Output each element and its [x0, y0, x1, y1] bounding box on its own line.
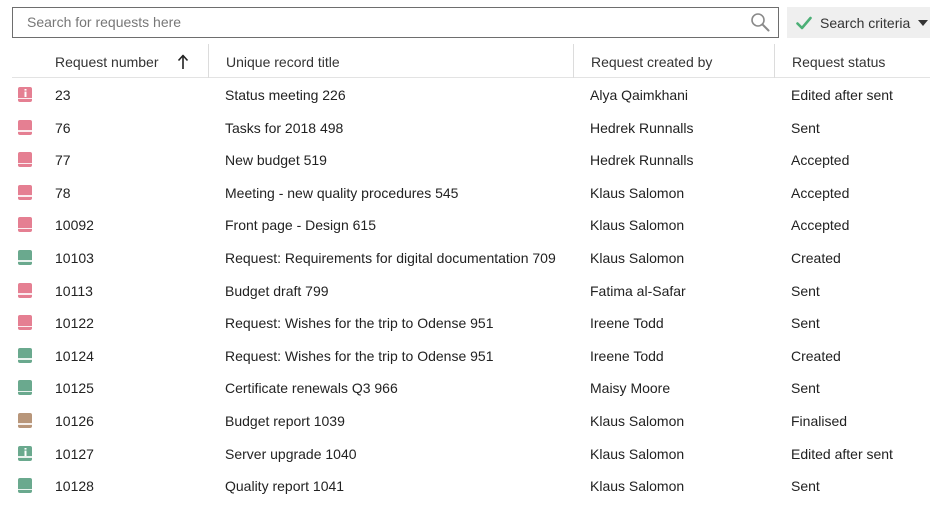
table-header — [12, 44, 930, 78]
column-header-created-by[interactable] — [573, 44, 774, 78]
request-number-cell: 10113 — [55, 282, 93, 299]
request-number-cell: 10092 — [55, 217, 94, 234]
title-cell: Certificate renewals Q3 966 — [225, 380, 398, 397]
status-cell: Edited after sent — [791, 87, 893, 103]
request-number-cell: 10126 — [55, 412, 94, 429]
created-by-cell: Klaus Salomon — [590, 478, 685, 495]
status-cell: Accepted — [791, 217, 850, 234]
record-type-cell — [18, 446, 34, 462]
created-by-cell: Ireene Todd — [590, 347, 664, 364]
search-icon[interactable] — [750, 12, 770, 32]
document-icon — [18, 413, 32, 428]
checkmark-icon — [796, 16, 812, 30]
title-cell: Front page - Design 615 — [225, 217, 376, 234]
record-type-cell — [18, 348, 34, 364]
document-icon — [18, 185, 32, 200]
column-header-label: Request status — [792, 54, 886, 70]
document-icon — [18, 380, 32, 395]
status-cell: Edited after sent — [791, 445, 893, 462]
table-row[interactable] — [12, 208, 930, 241]
record-type-cell — [18, 120, 34, 136]
table-body — [12, 78, 930, 502]
record-type-cell — [18, 478, 34, 494]
request-number-cell: 76 — [55, 119, 71, 136]
table-row[interactable] — [12, 274, 930, 307]
table-row[interactable] — [12, 143, 930, 176]
record-type-cell — [18, 380, 34, 396]
status-cell: Sent — [791, 282, 820, 299]
table-row[interactable] — [12, 437, 930, 470]
title-cell: Budget draft 799 — [225, 282, 329, 299]
table-row[interactable] — [12, 339, 930, 372]
top-bar — [12, 7, 930, 39]
request-number-cell: 10122 — [55, 315, 94, 332]
title-cell: Status meeting 226 — [225, 87, 346, 103]
record-type-cell — [18, 185, 34, 201]
record-type-cell — [18, 152, 34, 168]
title-cell: New budget 519 — [225, 152, 327, 169]
column-header-label: Unique record title — [226, 54, 340, 70]
created-by-cell: Klaus Salomon — [590, 445, 685, 462]
status-cell: Created — [791, 249, 841, 266]
record-type-cell — [18, 315, 34, 331]
document-icon — [18, 283, 32, 298]
column-header-status[interactable] — [774, 44, 930, 78]
document-icon — [18, 478, 32, 493]
table-row[interactable] — [12, 176, 930, 209]
table-row[interactable] — [12, 111, 930, 144]
status-cell: Accepted — [791, 152, 850, 169]
title-cell: Server upgrade 1040 — [225, 445, 357, 462]
record-type-cell — [18, 413, 34, 429]
document-icon — [18, 348, 32, 363]
search-input[interactable] — [13, 8, 743, 36]
request-number-cell: 10125 — [55, 380, 94, 397]
created-by-cell: Klaus Salomon — [590, 249, 685, 266]
table-row[interactable] — [12, 241, 930, 274]
request-number-cell: 10103 — [55, 249, 94, 266]
record-type-cell — [18, 283, 34, 299]
status-cell: Sent — [791, 478, 820, 495]
status-cell: Sent — [791, 315, 820, 332]
request-number-cell: 77 — [55, 152, 71, 169]
record-type-cell — [18, 217, 34, 233]
created-by-cell: Fatima al-Safar — [590, 282, 686, 299]
title-cell: Quality report 1041 — [225, 478, 345, 495]
column-header-request-number[interactable] — [12, 44, 208, 78]
created-by-cell: Hedrek Runnalls — [590, 152, 694, 169]
document-icon — [18, 250, 32, 265]
document-icon — [18, 120, 32, 135]
caret-down-icon — [918, 20, 928, 26]
table-row[interactable] — [12, 306, 930, 339]
record-type-cell — [18, 250, 34, 266]
created-by-cell: Ireene Todd — [590, 315, 664, 332]
request-number-cell: 10128 — [55, 478, 94, 495]
created-by-cell: Klaus Salomon — [590, 184, 685, 201]
created-by-cell: Klaus Salomon — [590, 412, 685, 429]
table-row[interactable] — [12, 404, 930, 437]
status-cell: Sent — [791, 119, 820, 136]
column-header-title[interactable] — [208, 44, 573, 78]
document-icon — [18, 217, 32, 232]
created-by-cell: Maisy Moore — [590, 380, 671, 397]
status-cell: Sent — [791, 380, 820, 397]
request-number-cell: 23 — [55, 87, 71, 103]
column-header-label: Request created by — [591, 54, 713, 70]
status-cell: Accepted — [791, 184, 850, 201]
title-cell: Budget report 1039 — [225, 412, 345, 429]
document-icon — [18, 315, 32, 330]
search-criteria-label: Search criteria — [820, 14, 911, 31]
title-cell: Request: Wishes for the trip to Odense 951 — [225, 315, 494, 332]
title-cell: Request: Requirements for digital documentation 709 — [225, 249, 556, 266]
column-header-label: Request number — [55, 54, 159, 70]
table-row[interactable] — [12, 78, 930, 111]
request-number-cell: 10127 — [55, 445, 94, 462]
document-info-icon — [18, 446, 32, 461]
document-icon — [18, 152, 32, 167]
status-cell: Created — [791, 347, 841, 364]
title-cell: Tasks for 2018 498 — [225, 119, 344, 136]
requests-table — [12, 44, 930, 502]
table-row[interactable] — [12, 469, 930, 502]
table-row[interactable] — [12, 371, 930, 404]
title-cell: Request: Wishes for the trip to Odense 951 — [225, 347, 494, 364]
created-by-cell: Hedrek Runnalls — [590, 119, 694, 136]
search-criteria-button[interactable] — [787, 7, 930, 38]
search-box[interactable] — [12, 7, 779, 38]
title-cell: Meeting - new quality procedures 545 — [225, 184, 459, 201]
request-number-cell: 10124 — [55, 347, 94, 364]
created-by-cell: Alya Qaimkhani — [590, 87, 689, 103]
status-cell: Finalised — [791, 412, 848, 429]
document-info-icon — [18, 87, 32, 102]
sort-ascending-icon[interactable] — [177, 54, 189, 70]
request-number-cell: 78 — [55, 184, 71, 201]
created-by-cell: Klaus Salomon — [590, 217, 685, 234]
record-type-cell — [18, 87, 34, 103]
